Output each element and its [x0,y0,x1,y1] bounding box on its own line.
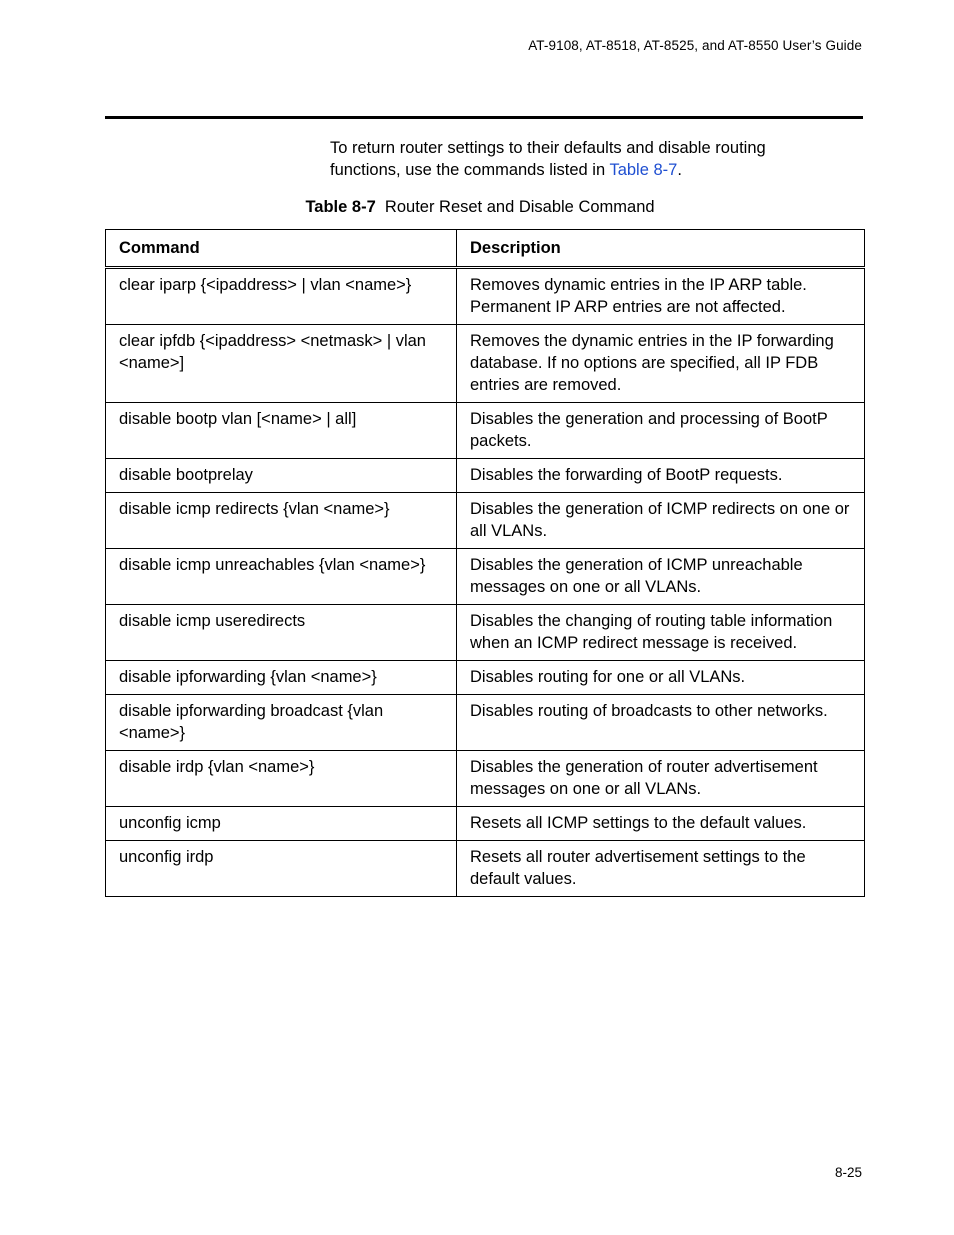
description-cell: Disables routing of broadcasts to other networks. [457,695,865,751]
section-rule [105,116,863,119]
command-cell: disable ipforwarding {vlan <name>} [106,661,457,695]
command-cell: disable bootprelay [106,459,457,493]
table-row [106,751,865,807]
description-cell: Disables the generation and processing of BootP packets. [457,403,865,459]
table-row [106,403,865,459]
table-row [106,695,865,751]
table-row [106,841,865,897]
table-caption-label: Table 8-7 [305,198,376,216]
table-row [106,661,865,695]
intro-text: To return router settings to their defaults and disable routing functions, use the commands listed in [330,139,766,179]
table-row [106,605,865,661]
command-cell: disable icmp redirects {vlan <name>} [106,493,457,549]
command-table [105,229,865,897]
description-cell: Disables the generation of router advertisement messages on one or all VLANs. [457,751,865,807]
description-cell: Resets all router advertisement settings to the default values. [457,841,865,897]
table-row [106,325,865,403]
table-row [106,459,865,493]
command-cell: disable icmp useredirects [106,605,457,661]
page-number: 8-25 [834,1165,862,1180]
command-cell: disable icmp unreachables {vlan <name>} [106,549,457,605]
description-cell: Disables the forwarding of BootP requests. [457,459,865,493]
command-cell: unconfig icmp [106,807,457,841]
description-cell: Removes dynamic entries in the IP ARP table. Permanent IP ARP entries are not affected. [457,268,865,325]
table-caption-title: Router Reset and Disable Command [384,198,655,216]
command-cell: disable ipforwarding broadcast {vlan <name>} [106,695,457,751]
command-cell: clear iparp {<ipaddress> | vlan <name>} [106,268,457,325]
command-cell: unconfig irdp [106,841,457,897]
table-row [106,807,865,841]
table-reference-link[interactable]: Table 8-7 [609,161,678,179]
description-cell: Resets all ICMP settings to the default values. [457,807,865,841]
description-cell: Removes the dynamic entries in the IP forwarding database. If no options are specified, all IP FDB entries are removed. [457,325,865,403]
intro-text-end: . [677,161,682,179]
description-cell: Disables the changing of routing table information when an ICMP redirect message is received. [457,605,865,661]
description-cell: Disables the generation of ICMP redirects on one or all VLANs. [457,493,865,549]
table-header-row [106,230,865,268]
table-caption [105,197,855,217]
column-header-command: Command [106,230,457,268]
command-cell: clear ipfdb {<ipaddress> <netmask> | vlan <name>] [106,325,457,403]
table-row [106,549,865,605]
intro-paragraph [330,137,830,181]
description-cell: Disables the generation of ICMP unreachable messages on one or all VLANs. [457,549,865,605]
table-row [106,493,865,549]
description-cell: Disables routing for one or all VLANs. [457,661,865,695]
running-header: AT-9108, AT-8518, AT-8525, and AT-8550 User’s Guide [528,38,862,53]
command-cell: disable bootp vlan [<name> | all] [106,403,457,459]
table-row [106,268,865,325]
command-cell: disable irdp {vlan <name>} [106,751,457,807]
column-header-description: Description [457,230,865,268]
